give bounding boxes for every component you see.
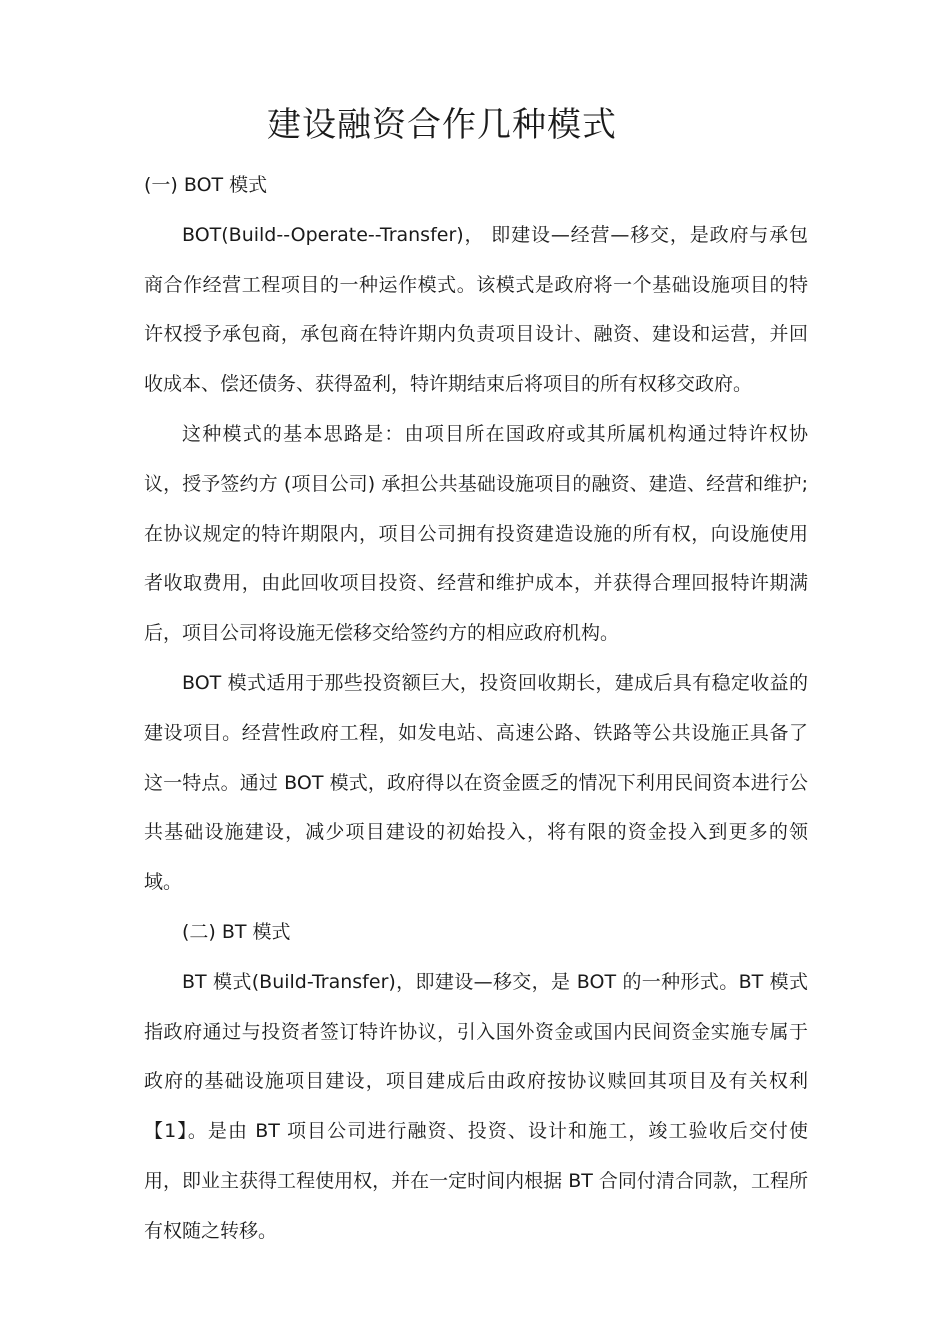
section-heading-bot: (一) BOT 模式 — [144, 174, 268, 196]
section-heading-bt: (二) BT 模式 — [182, 920, 291, 943]
paragraph-bot-definition: BOT(Build--Operate--Transfer)， 即建设—经营—移交，是政府与承包商合作经营工程项目的一种运作模式。该模式是政府将一个基础设施项目的特许权授予承包商，承包商在特许期内负责项目设计、融资、建设和运营，并回收成本、偿还债务、获得盈利，特许期结束后将项目的所有权移交政府。 — [144, 223, 808, 396]
paragraph-bot-approach: 这种模式的基本思路是：由项目所在国政府或其所属机构通过特许权协议，授予签约方 (项目公司) 承担公共基础设施项目的融资、建造、经营和维护;在协议规定的特许期限内，项目公司拥有投资建造设施的所有权，向设施使用者收取费用，由此回收项目投资、经营和维护成本，并获得合理回报特许期满后，项目公司将设施无偿移交给签约方的相应政府机构。 — [144, 422, 808, 645]
paragraph-bot-applicability: BOT 模式适用于那些投资额巨大，投资回收期长，建成后具有稳定收益的建设项目。经营性政府工程，如发电站、高速公路、铁路等公共设施正具备了这一特点。通过 BOT 模式，政府得以在资金匮乏的情况下利用民间资本进行公共基础设施建设，减少项目建设的初始投入，将有限的资金投入到更多的领域。 — [144, 671, 808, 894]
paragraph-bt-definition: BT 模式(Build-Transfer)，即建设—移交，是 BOT 的一种形式。BT 模式指政府通过与投资者签订特许协议，引入国外资金或国内民间资金实施专属于政府的基础设施项目建设，项目建成后由政府按协议赎回其项目及有关权利【1】。是由 BT 项目公司进行融资、投资、设计和施工，竣工验收后交付使用，即业主获得工程使用权，并在一定时间内根据 BT 合同付清合同款，工程所有权随之转移。 — [144, 970, 808, 1242]
document-title: 建设融资合作几种模式 — [267, 105, 617, 145]
document-body — [144, 161, 808, 1257]
